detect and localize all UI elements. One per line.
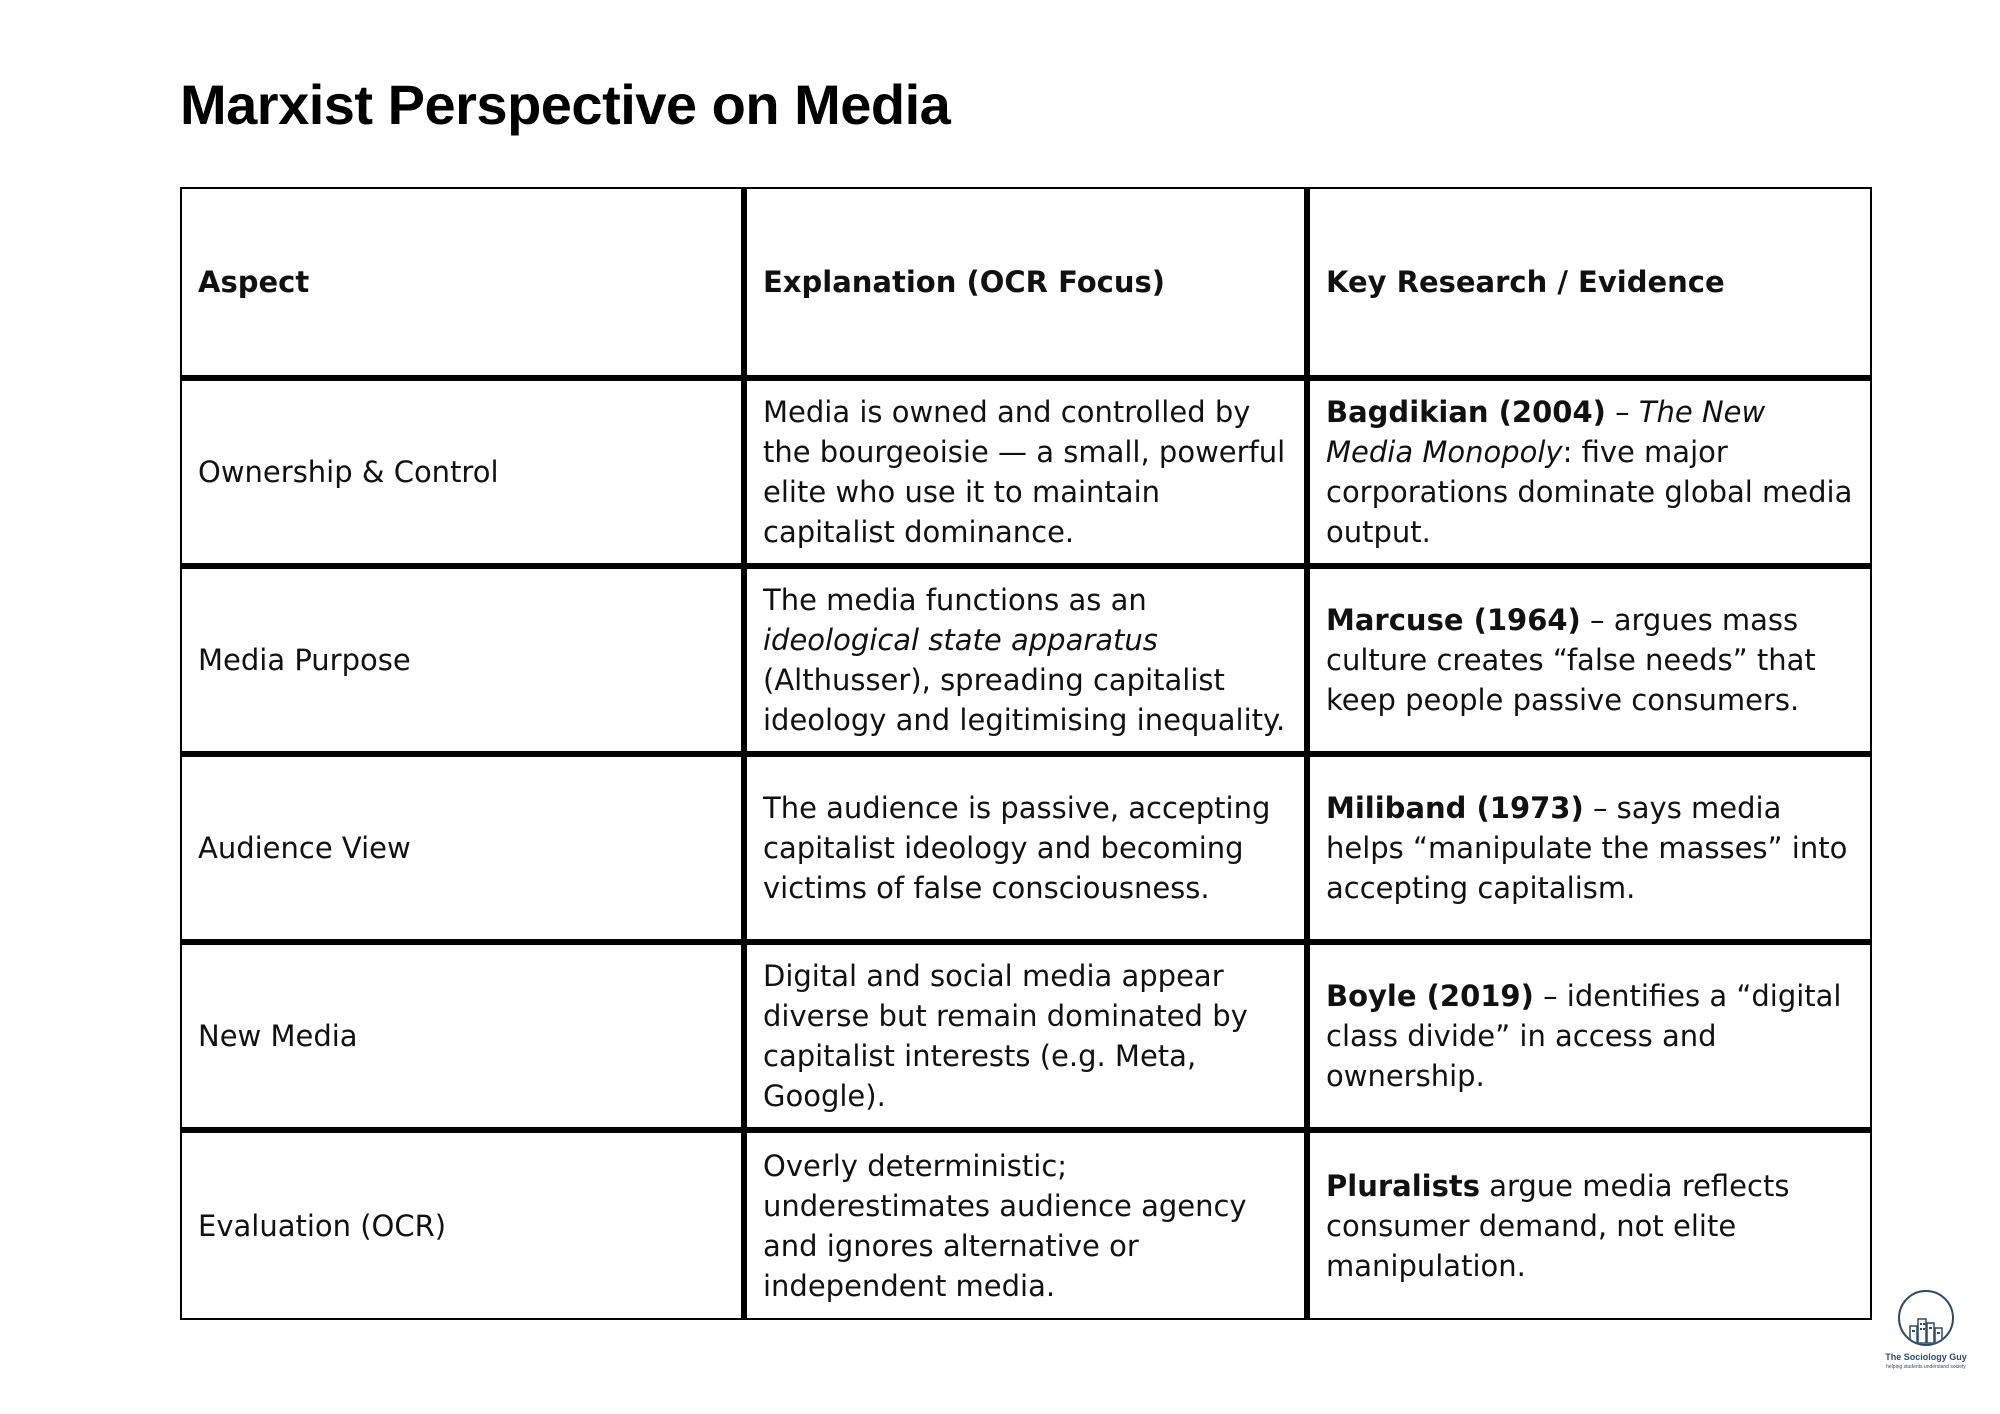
aspect-cell: Audience View <box>181 754 744 942</box>
explanation-cell: The audience is passive, accepting capitalist ideology and becoming victims of false consciousness. <box>744 754 1307 942</box>
evidence-cell <box>1307 378 1871 566</box>
column-header-evidence: Key Research / Evidence <box>1307 188 1871 378</box>
explanation-cell: Overly deterministic; underestimates audience agency and ignores alternative or independent media. <box>744 1130 1307 1319</box>
explanation-text: (Althusser), spreading capitalist ideology and legitimising inequality. <box>763 663 1286 737</box>
column-header-explanation: Explanation (OCR Focus) <box>744 188 1307 378</box>
explanation-text: The media functions as an <box>763 583 1147 617</box>
explanation-cell: Digital and social media appear diverse but remain dominated by capitalist interests (e.g. Meta, Google). <box>744 942 1307 1130</box>
page-title: Marxist Perspective on Media <box>180 73 951 136</box>
evidence-text: argue media reflects consumer demand, not elite manipulation. <box>1326 1168 1790 1283</box>
table-row <box>181 1130 1871 1319</box>
table-header-row <box>181 188 1871 378</box>
logo-tagline: helping students understand society <box>1886 1364 1966 1370</box>
aspect-cell: Evaluation (OCR) <box>181 1130 744 1319</box>
comparison-table <box>180 187 1872 1320</box>
aspect-cell: New Media <box>181 942 744 1130</box>
table-row <box>181 942 1871 1130</box>
logo-name: The Sociology Guy <box>1885 1352 1967 1362</box>
explanation-cell <box>744 566 1307 754</box>
evidence-text: – argues mass culture creates “false needs” that keep people passive consumers. <box>1326 603 1816 717</box>
evidence-cell <box>1307 754 1871 942</box>
table-row <box>181 566 1871 754</box>
city-skyline-icon <box>1898 1290 1954 1346</box>
evidence-lead: Bagdikian (2004) <box>1326 395 1606 429</box>
column-header-aspect: Aspect <box>181 188 744 378</box>
brand-logo <box>1872 1290 1980 1370</box>
explanation-cell: Media is owned and controlled by the bourgeoisie — a small, powerful elite who use it to maintain capitalist dominance. <box>744 378 1307 566</box>
evidence-lead: Miliband (1973) <box>1326 791 1584 825</box>
explanation-emphasis: ideological state apparatus <box>763 623 1158 657</box>
evidence-lead: Marcuse (1964) <box>1326 603 1581 637</box>
evidence-separator: – <box>1605 395 1639 429</box>
evidence-text: – says media helps “manipulate the masses” into accepting capitalism. <box>1326 791 1848 905</box>
evidence-text: – identifies a “digital class divide” in access and ownership. <box>1326 979 1842 1093</box>
evidence-lead: Boyle (2019) <box>1326 979 1534 1013</box>
aspect-cell: Ownership & Control <box>181 378 744 566</box>
evidence-lead: Pluralists <box>1326 1168 1480 1203</box>
evidence-cell <box>1307 1130 1871 1319</box>
evidence-cell <box>1307 566 1871 754</box>
evidence-cell <box>1307 942 1871 1130</box>
table-row <box>181 754 1871 942</box>
aspect-cell: Media Purpose <box>181 566 744 754</box>
table-row <box>181 378 1871 566</box>
evidence-text: : five major corporations dominate global media output. <box>1326 435 1853 549</box>
evidence-work-title: The New Media Monopoly <box>1326 395 1766 469</box>
